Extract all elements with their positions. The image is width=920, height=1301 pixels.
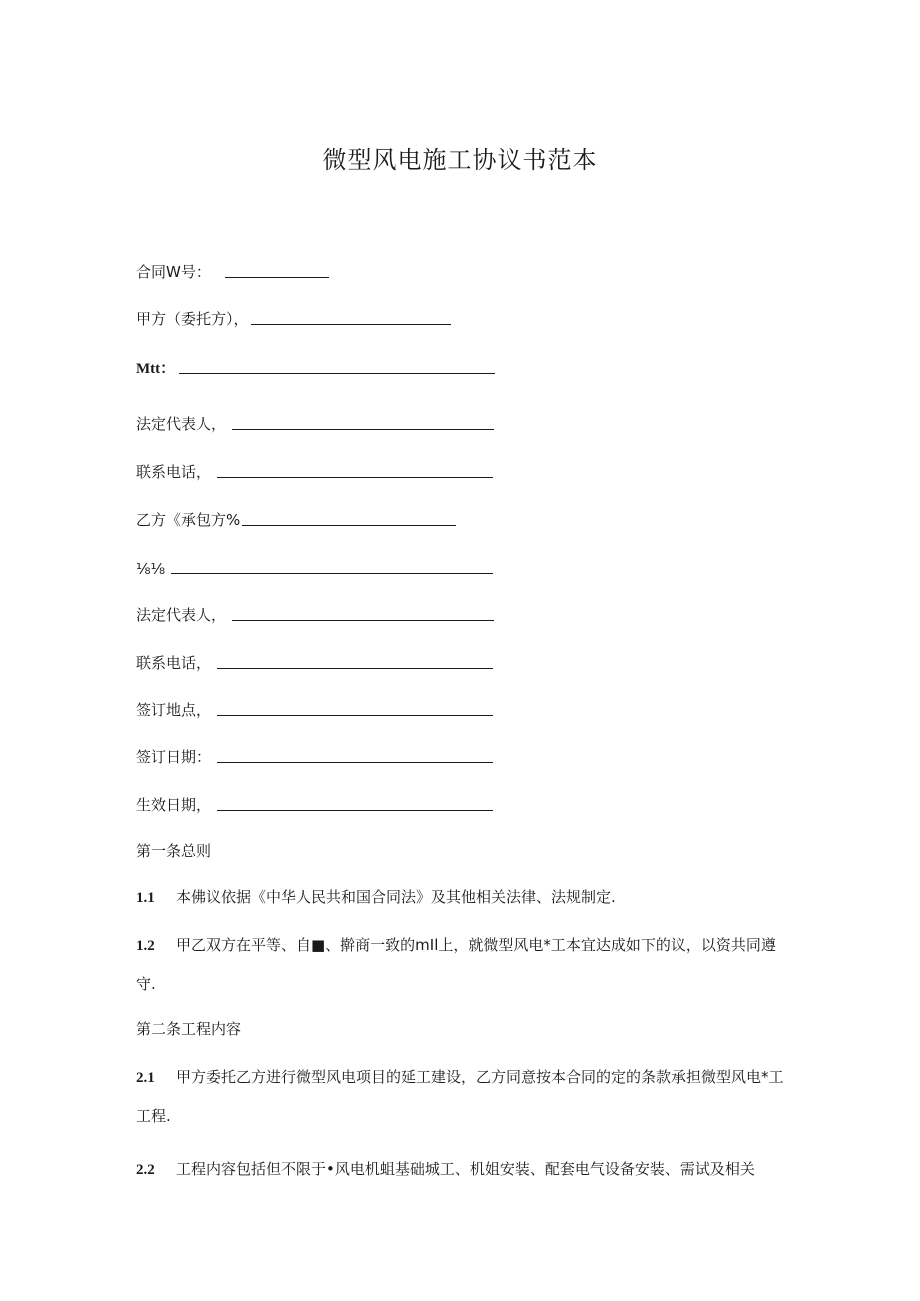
section-heading: 第二条工程内容 [136, 1020, 242, 1038]
party-a-legal-rep-field [136, 408, 494, 434]
signing-date-field [136, 741, 493, 767]
fill-in-blank[interactable] [217, 762, 493, 763]
section-heading: 第一条总则 [136, 842, 212, 860]
clause-text: 本佛议依据《中华人民共和国合同法》及其他相关法律、法规制定. [176, 888, 616, 906]
party-b-address-field [136, 552, 493, 578]
fill-in-blank[interactable] [217, 668, 493, 669]
contract-number-field [136, 256, 329, 282]
fill-in-blank[interactable] [232, 620, 494, 621]
field-label: 合同W号： [136, 263, 211, 281]
document-title: 微型风电施工协议书范本 [322, 146, 598, 174]
fill-in-blank[interactable] [232, 429, 494, 430]
field-label: Mtt： [136, 361, 176, 377]
party-b-legal-rep-field [136, 599, 494, 625]
clause-number: 1.2 [136, 938, 155, 954]
fill-in-blank[interactable] [217, 477, 493, 478]
clause-number: 2.2 [136, 1162, 155, 1178]
fill-in-blank[interactable] [251, 324, 451, 325]
clause-text: 工程内容包括但不限于•风电机蛆基础城工、机姐安装、配套电气设备安装、需试及相关 [176, 1160, 755, 1178]
field-label: 法定代表人， [136, 415, 227, 433]
field-label: 生效日期， [136, 796, 212, 814]
signing-place-field [136, 694, 493, 720]
clause-paragraph [136, 1150, 786, 1189]
party-b-phone-field [136, 647, 493, 673]
party-a-phone-field [136, 456, 493, 482]
party-a-address-field [136, 352, 495, 378]
clause-paragraph [136, 878, 786, 917]
clause-paragraph [136, 1058, 786, 1135]
field-label: 签订地点， [136, 701, 212, 719]
clause-text: 甲方委托乙方进行微型风电项目的延工建设，乙方同意按本合同的定的条款承担微型风电*工工程. [136, 1068, 784, 1125]
field-label: 乙方《承包方% [136, 511, 241, 529]
party-b-field [136, 504, 456, 530]
fill-in-blank[interactable] [242, 525, 456, 526]
field-label: 法定代表人， [136, 606, 227, 624]
field-label: ⅛⅛ [136, 560, 166, 578]
fill-in-blank[interactable] [179, 373, 495, 374]
field-label: 联系电话， [136, 463, 212, 481]
clause-number: 1.1 [136, 890, 155, 906]
clause-paragraph [136, 926, 786, 1003]
clause-number: 2.1 [136, 1070, 155, 1086]
field-label: 联系电话， [136, 654, 212, 672]
field-label: 签订日期： [136, 748, 212, 766]
effective-date-field [136, 789, 493, 815]
fill-in-blank[interactable] [217, 810, 493, 811]
field-label: 甲方（委托方）， [136, 310, 249, 328]
fill-in-blank[interactable] [171, 573, 493, 574]
clause-text: 甲乙双方在平等、自■、擀商一致的mIl上，就微型风电*工本宜达成如下的议，以资共同遵守. [136, 936, 776, 993]
party-a-field [136, 303, 451, 329]
fill-in-blank[interactable] [217, 715, 493, 716]
fill-in-blank[interactable] [225, 277, 329, 278]
